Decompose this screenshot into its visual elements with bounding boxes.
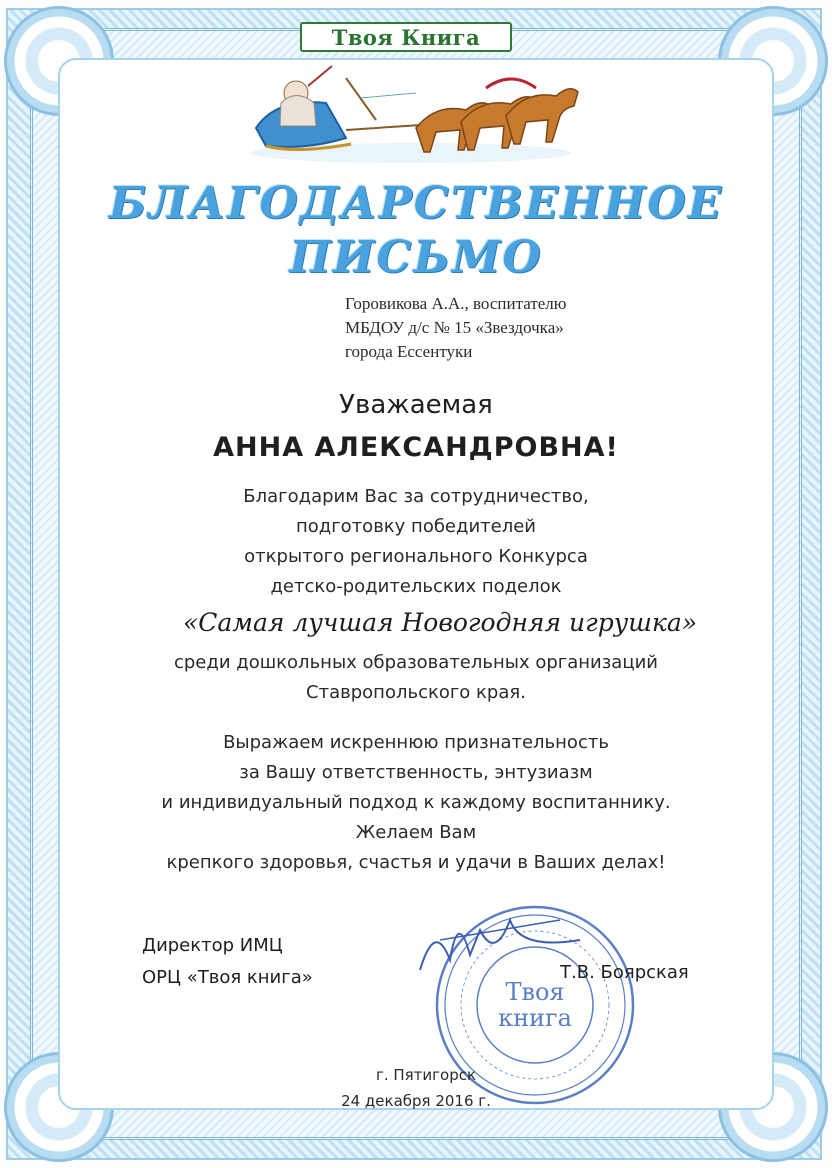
recipient-line: Горовикова А.А., воспитателю	[345, 294, 567, 313]
body-paragraph-2	[0, 648, 832, 708]
body-line: Выражаем искреннюю признательность	[223, 732, 609, 753]
document-title-line1: БЛАГОДАРСТВЕННОЕ	[108, 178, 724, 229]
signatory-position-line: ОРЦ «Твоя книга»	[142, 967, 313, 988]
body-line: открытого регионального Конкурса	[244, 546, 588, 567]
signatory-name: Т.В. Боярская	[560, 962, 689, 983]
footer-date: 24 декабря 2016 г.	[341, 1092, 491, 1110]
recipient-block	[345, 292, 705, 364]
body-paragraph-1	[0, 482, 832, 602]
brand-logo	[300, 22, 512, 52]
body-line: Благодарим Вас за сотрудничество,	[243, 486, 589, 507]
body-line: среди дошкольных образовательных организаций	[173, 652, 658, 673]
footer-city: г. Пятигорск	[375, 1066, 477, 1084]
body-line: Ставропольского края.	[306, 682, 526, 703]
contest-name: «Самая лучшая Новогодняя игрушка»	[182, 608, 698, 637]
seal-text: книга	[498, 1004, 572, 1032]
body-line: детско-родительских поделок	[270, 576, 562, 597]
signatory-position-line: Директор ИМЦ	[142, 935, 283, 956]
brand-logo-text: Твоя Книга	[331, 24, 481, 50]
recipient-line: МБДОУ д/с № 15 «Звездочка»	[345, 318, 564, 337]
salutation-greeting: Уважаемая	[339, 390, 493, 420]
body-line: и индивидуальный подход к каждому воспитаннику.	[161, 792, 671, 813]
body-line: подготовку победителей	[296, 516, 536, 537]
body-line: за Вашу ответственность, энтузиазм	[239, 762, 593, 783]
body-line: крепкого здоровья, счастья и удачи в Ваших делах!	[166, 852, 666, 873]
recipient-line: города Ессентуки	[345, 342, 473, 361]
signatory-position	[142, 930, 313, 994]
body-line: Желаем Вам	[355, 822, 477, 843]
salutation-name: АННА АЛЕКСАНДРОВНА!	[213, 432, 619, 463]
body-paragraph-3	[0, 728, 832, 878]
seal-text: Твоя	[505, 978, 565, 1006]
document-title-line2: ПИСЬМО	[289, 232, 543, 283]
troika-illustration	[236, 58, 586, 168]
